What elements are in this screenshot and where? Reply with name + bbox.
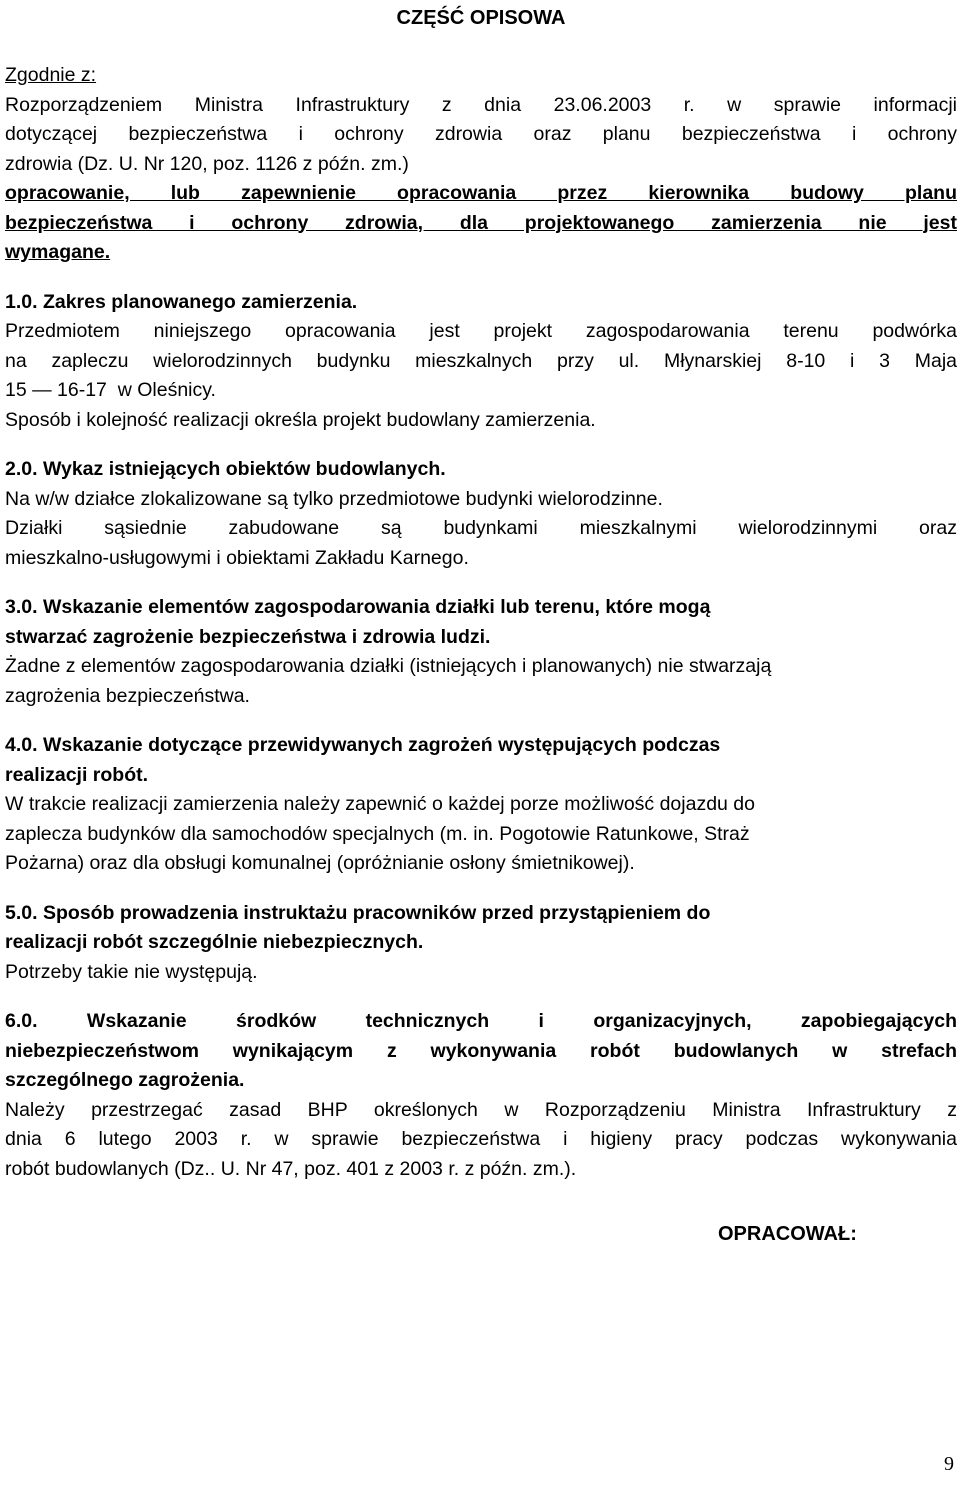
intro-line: dotyczącej bezpieczeństwa i ochrony zdrowia oraz planu bezpieczeństwa i ochrony: [5, 123, 957, 145]
intro-line: zdrowia (Dz. U. Nr 120, poz. 1126 z późn. zm.): [5, 152, 409, 175]
spacer: [5, 33, 957, 61]
section-line: Na w/w działce zlokalizowane są tylko przedmiotowe budynki wielorodzinne.: [5, 487, 663, 510]
section-line: Działki sąsiednie zabudowane są budynkami mieszkalnymi wielorodzinnymi oraz: [5, 517, 957, 539]
section-line: zagrożenia bezpieczeństwa.: [5, 684, 250, 707]
page-number: 9: [944, 1453, 954, 1475]
section-heading: 5.0. Sposób prowadzenia instruktażu pracowników przed przystąpieniem do: [5, 901, 711, 924]
signature-label: OPRACOWAŁ:: [718, 1223, 857, 1245]
section-heading: stwarzać zagrożenie bezpieczeństwa i zdrowia ludzi.: [5, 625, 491, 648]
intro-line: Rozporządzeniem Ministra Infrastruktury z dnia 23.06.2003 r. w sprawie informacji: [5, 93, 957, 116]
spacer: [5, 435, 957, 455]
section-line: Pożarna) oraz dla obsługi komunalnej (opróżnianie osłony śmietnikowej).: [5, 852, 635, 874]
section-line: mieszkalno-usługowymi i obiektami Zakładu Karnego.: [5, 546, 469, 569]
spacer: [5, 987, 957, 1007]
section-line: W trakcie realizacji zamierzenia należy zapewnić o każdej porze możliwość dojazdu do: [5, 793, 755, 815]
page-title: CZĘŚĆ OPISOWA: [396, 7, 566, 29]
section-line: 15 — 16-17 w Oleśnicy.: [5, 379, 216, 401]
intro-bold-line: opracowanie, lub zapewnienie opracowania przez kierownika budowy planu: [5, 182, 957, 204]
section-line: Należy przestrzegać zasad BHP określonych w Rozporządzeniu Ministra Infrastruktury z: [5, 1098, 957, 1121]
section-line: robót budowlanych (Dz.. U. Nr 47, poz. 401 z 2003 r. z późn. zm.).: [5, 1157, 577, 1180]
intro-bold-line: bezpieczeństwa i ochrony zdrowia, dla projektowanego zamierzenia nie jest: [5, 211, 957, 234]
spacer: [5, 573, 957, 593]
section-heading: niebezpieczeństwom wynikającym z wykonywania robót budowlanych w strefach: [5, 1039, 957, 1062]
intro-bold-line: wymagane.: [5, 241, 111, 263]
section-heading: 1.0. Zakres planowanego zamierzenia.: [5, 290, 358, 313]
section-heading: realizacji robót.: [5, 763, 149, 786]
section-line: Sposób i kolejność realizacji określa projekt budowlany zamierzenia.: [5, 408, 596, 431]
section-line: Potrzeby takie nie występują.: [5, 960, 258, 983]
section-heading: realizacji robót szczególnie niebezpiecznych.: [5, 931, 424, 953]
intro-heading: Zgodnie z:: [5, 64, 97, 86]
section-heading: szczególnego zagrożenia.: [5, 1069, 245, 1091]
section-line: Żadne z elementów zagospodarowania działki (istniejących i planowanych) nie stwarzają: [5, 655, 772, 677]
section-heading: 2.0. Wykaz istniejących obiektów budowlanych.: [5, 458, 446, 480]
section-line: na zapleczu wielorodzinnych budynku mieszkalnych przy ul. Młynarskiej 8-10 i 3 Maja: [5, 349, 957, 372]
section-heading: 3.0. Wskazanie elementów zagospodarowania działki lub terenu, które mogą: [5, 596, 711, 618]
spacer: [5, 711, 957, 731]
section-line: dnia 6 lutego 2003 r. w sprawie bezpieczeństwa i higieny pracy podczas wykonywania: [5, 1128, 957, 1150]
spacer: [5, 268, 957, 288]
spacer: [5, 879, 957, 899]
section-heading: 6.0. Wskazanie środków technicznych i organizacyjnych, zapobiegających: [5, 1010, 957, 1032]
document-page: [5, 0, 957, 1184]
section-line: zaplecza budynków dla samochodów specjalnych (m. in. Pogotowie Ratunkowe, Straż: [5, 822, 750, 845]
section-line: Przedmiotem niniejszego opracowania jest projekt zagospodarowania terenu podwórka: [5, 320, 957, 342]
section-heading: 4.0. Wskazanie dotyczące przewidywanych zagrożeń występujących podczas: [5, 734, 721, 756]
